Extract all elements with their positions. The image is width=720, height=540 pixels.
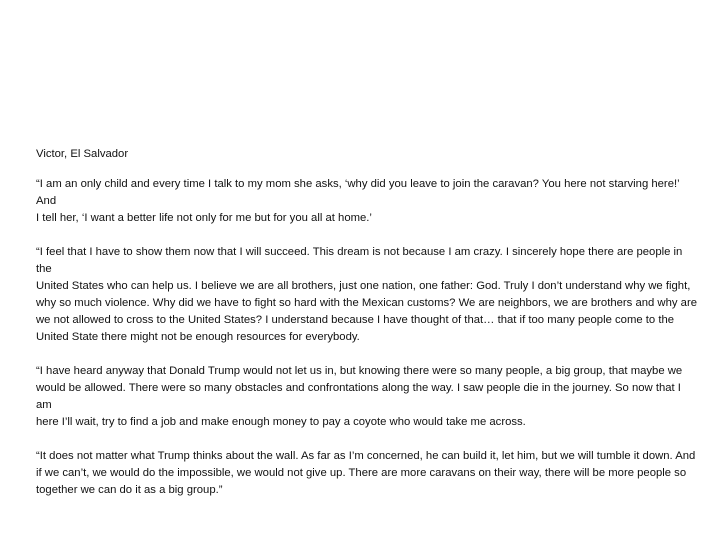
quote-paragraph-3: “I have heard anyway that Donald Trump would not let us in, but knowing there were so many people, a big group, that maybe we would be allowed. There were so many obstacles and confrontations along the way. I saw people die in the journey. So now that I am here I’ll wait, try to find a job and make enough money to pay a coyote who would take me across. (36, 365, 683, 428)
quote-paragraph-2: “I feel that I have to show them now that I will succeed. This dream is not because I am crazy. I sincerely hope there are people in the United States who can help us. I believe we are all brothers, just one nation, one father: God. Truly I don’t understand why we fight, why so much violence. Why did we have to fight so hard with the Mexican customs? We are neighbors, we are brothers and why are we not allowed to cross to the United States? I understand because I have thought of that… that if too many people come to the United State there might not be enough resources for everybody. (36, 246, 697, 343)
quote-paragraph-4: “It does not matter what Trump thinks about the wall. As far as I’m concerned, he can build it, let him, but we will tumble it down. And if we can’t, we would do the impossible, we would not give up. There are more caravans on their way, there will be more people so together we can do it as a big group.” (36, 450, 696, 496)
speaker-label: Victor, El Salvador (36, 148, 129, 160)
quote-text-block (36, 146, 698, 516)
quote-paragraph-1: “I am an only child and every time I talk to my mom she asks, ‘why did you leave to join the caravan? You here not starving here!’ And I tell her, ‘I want a better life not only for me but for you all at home.’ (36, 178, 680, 224)
